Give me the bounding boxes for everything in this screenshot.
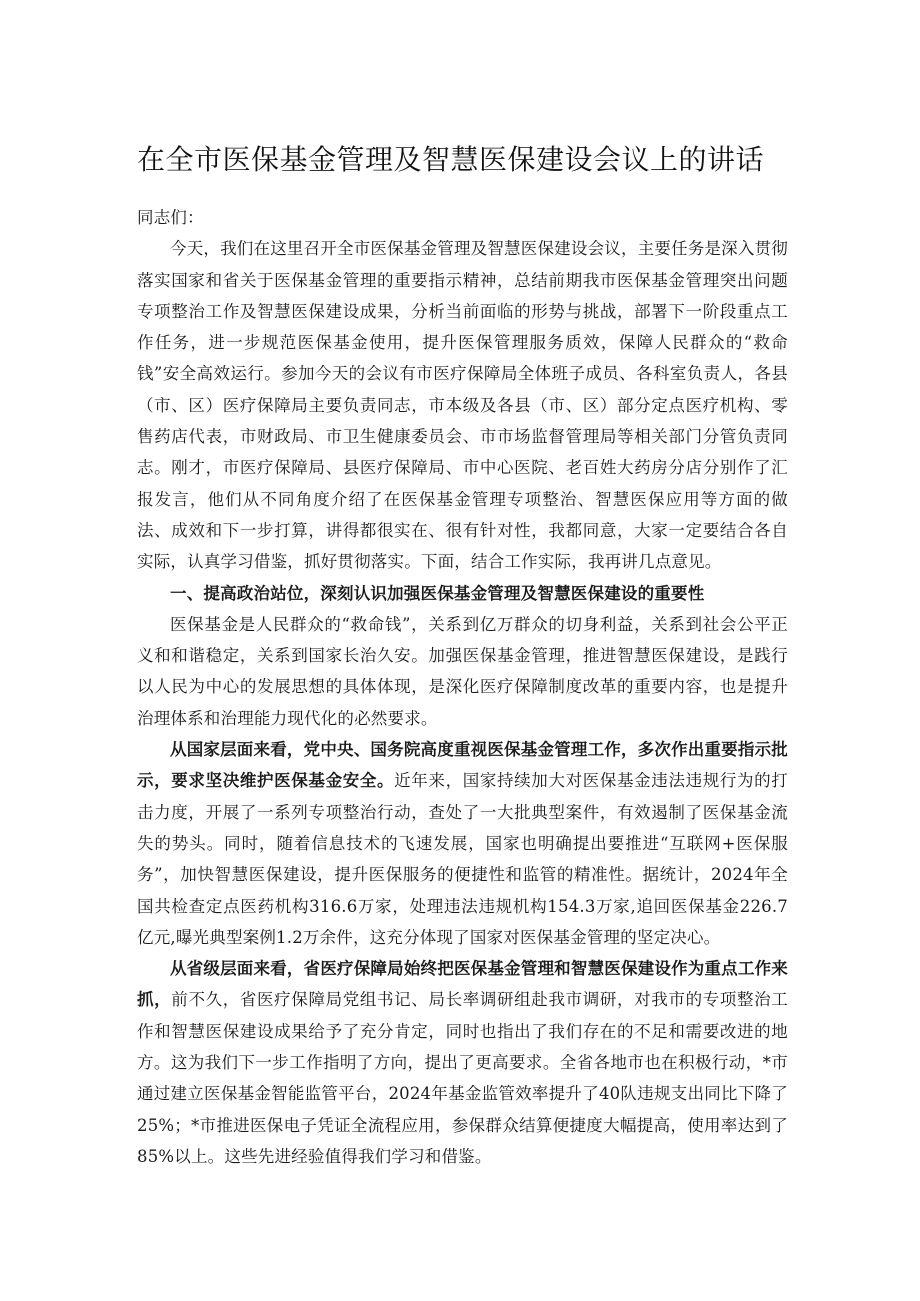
provincial-level-body: 前不久，省医疗保障局党组书记、局长率调研组赴我市调研，对我市的专项整治工作和智慧医保建设成果给予了充分肯定，同时也指出了我们存在的不足和需要改进的地方。这为我们下一步工作指明了方向，提出了更高要求。全省各地市也在积极行动，*市通过建立医保基金智能监管平台，2024年基金监管效率提升了40队违规支出同比下降了25%；*市推进医保电子凭证全流程应用，参保群众结算便捷度大幅提高，使用率达到了85%以上。这些先进经验值得我们学习和借鉴。 (137, 990, 789, 1166)
intro-paragraph: 今天，我们在这里召开全市医保基金管理及智慧医保建设会议，主要任务是深入贯彻落实国家和省关于医保基金管理的重要指示精神，总结前期我市医保基金管理突出问题专项整治工作及智慧医保建设成果，分析当前面临的形势与挑战，部署下一阶段重点工作任务，进一步规范医保基金使用，提升医保管理服务质效，保障人民群众的“救命钱”安全高效运行。参加今天的会议有市医疗保障局全体班子成员、各科室负责人，各县（市、区）医疗保障局主要负责同志，市本级及各县（市、区）部分定点医疗机构、零售药店代表，市财政局、市卫生健康委员会、市市场监督管理局等相关部门分管负责同志。刚才，市医疗保障局、县医疗保障局、市中心医院、老百姓大药房分店分别作了汇报发言，他们从不同角度介绍了在医保基金管理专项整治、智慧医保应用等方面的做法、成效和下一步打算，讲得都很实在、很有针对性，我都同意，大家一定要结合各自实际，认真学习借鉴，抓好贯彻落实。下面，结合工作实际，我再讲几点意见。 (137, 239, 788, 572)
greeting: 同志们： (137, 208, 204, 227)
section-heading-1: 一、提高政治站位，深刻认识加强医保基金管理及智慧医保建设的重要性 (170, 583, 705, 603)
provincial-level-lead: 从省级层面来看，省医疗保障局始终把医保基金管理和智慧医保建设作为重点工作来抓， (137, 959, 788, 1010)
document-body (137, 202, 788, 1172)
section1-paragraph-1: 医保基金是人民群众的“救命钱”，关系到亿万群众的切身利益，关系到社会公平正义和和谐稳定，关系到国家长治久安。加强医保基金管理，推进智慧医保建设，是践行以人民为中心的发展思想的具体体现，是深化医疗保障制度改革的重要内容，也是提升治理体系和治理能力现代化的必然要求。 (137, 614, 788, 728)
national-level-body: 近年来，国家持续加大对医保基金违法违规行为的打击力度，开展了一系列专项整治行动，查处了一大批典型案件，有效遏制了医保基金流失的势头。同时，随着信息技术的飞速发展，国家也明确提出要推进“互联网+医保服务”，加快智慧医保建设，提升医保服务的便捷性和监管的精准性。据统计，2024年全国共检查定点医药机构316.6万家，处理违法违规机构154.3万家,追回医保基金226.7亿元,曝光典型案例1.2万余件，这充分体现了国家对医保基金管理的坚定决心。 (137, 771, 789, 947)
document-title: 在全市医保基金管理及智慧医保建设会议上的讲话 (137, 143, 765, 176)
section1-paragraph-2 (137, 734, 788, 953)
section1-paragraph-3 (137, 953, 788, 1172)
national-level-lead: 从国家层面来看，党中央、国务院高度重视医保基金管理工作，多次作出重要指示批示，要求坚决维护医保基金安全。 (137, 740, 788, 791)
